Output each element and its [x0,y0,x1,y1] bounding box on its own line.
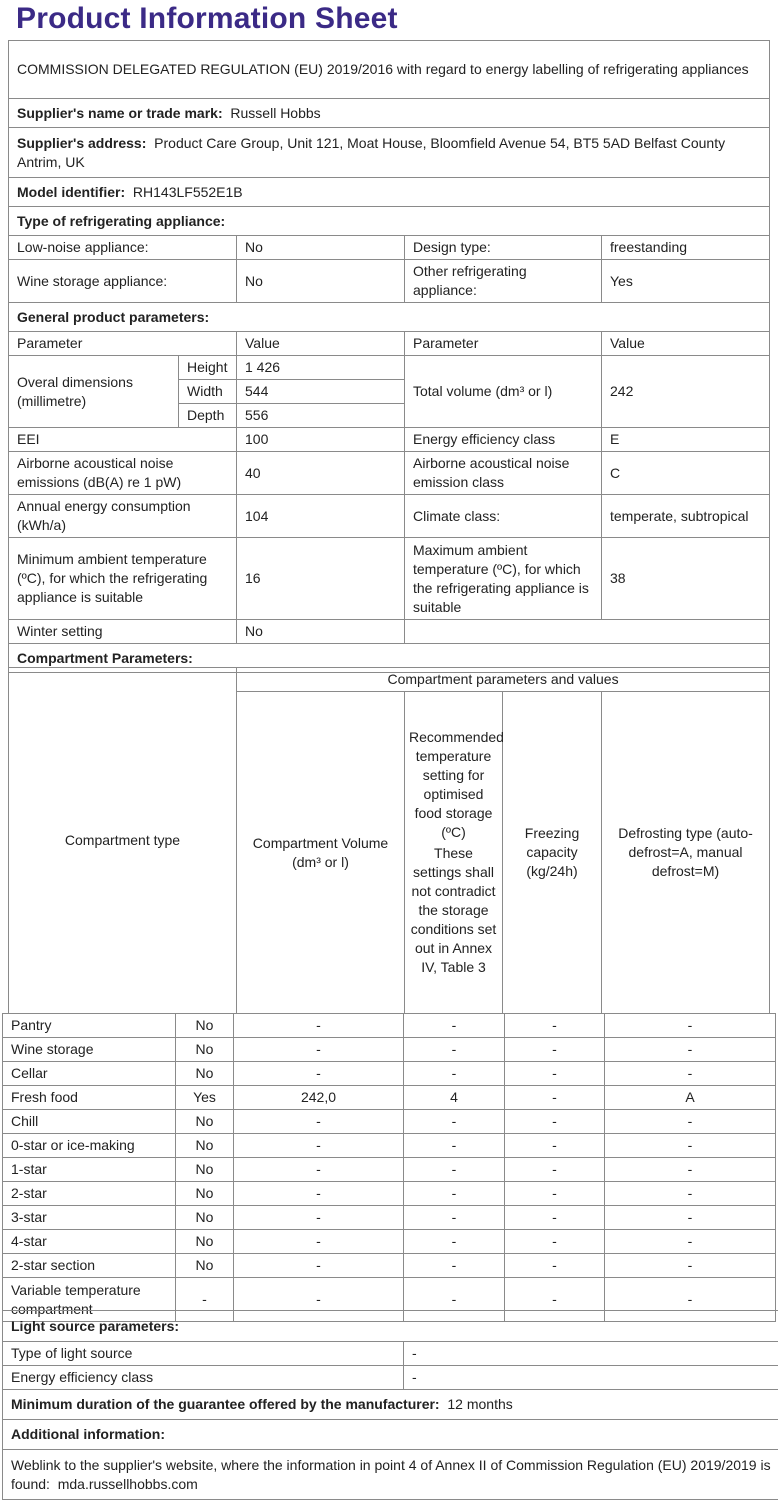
compartment-temp: - [404,1230,505,1254]
noise-class-value: C [602,452,770,495]
regulation-text: COMMISSION DELEGATED REGULATION (EU) 2019/2016 with regard to energy labelling of refrigerating appliances [9,41,770,99]
compartment-volume: - [234,1158,404,1182]
compartment-name: Fresh food [3,1086,176,1110]
compartment-temp: - [404,1038,505,1062]
guarantee-label: Minimum duration of the guarantee offered by the manufacturer: [11,1396,440,1412]
compartment-present: No [176,1134,234,1158]
address-value: Product Care Group, Unit 121, Moat House, Bloomfield Avenue 54, BT5 5AD Belfast County Antrim, UK [17,134,726,170]
compartment-freeze: - [505,1062,605,1086]
compartment-present: Yes [176,1086,234,1110]
volume-header: Compartment Volume (dm³ or l) [237,692,405,1014]
volume-label: Total volume (dm³ or l) [405,356,602,428]
compartment-present: No [176,1182,234,1206]
compartment-freeze: - [505,1278,605,1322]
light-class-label: Energy efficiency class [3,1366,404,1390]
compartment-defrost: - [605,1230,776,1254]
compartment-temp: - [404,1014,505,1038]
annual-value: 104 [237,495,405,538]
max-temp-label: Maximum ambient temperature (ºC), for which the refrigerating appliance is suitable [405,538,602,620]
compartment-row [3,1230,776,1254]
compartment-present: No [176,1206,234,1230]
compartment-name: Wine storage [3,1038,176,1062]
compartment-name: Pantry [3,1014,176,1038]
compartment-defrost: - [605,1278,776,1322]
additional-row [3,1450,778,1500]
low-noise-value: No [237,236,405,260]
compartment-freeze: - [505,1158,605,1182]
eclass-label: Energy efficiency class [405,428,602,452]
address-row [9,128,770,178]
compartment-row [3,1134,776,1158]
compartment-name: 2-star section [3,1254,176,1278]
supplier-row [9,99,770,128]
width-label: Width [179,380,237,404]
temp-header [405,692,503,1014]
compartment-name: Variable temperature compartment [3,1278,176,1322]
compartment-volume: - [234,1278,404,1322]
compartment-temp: - [404,1278,505,1322]
noise-value: 40 [237,452,405,495]
compartment-present: - [176,1278,234,1322]
winter-value: No [237,620,405,644]
wine-value: No [237,260,405,303]
value-header-2: Value [602,332,770,356]
light-heading: Light source parameters: [3,1311,778,1342]
design-label: Design type: [405,236,602,260]
compartment-row [3,1182,776,1206]
additional-heading: Additional information: [3,1420,778,1450]
compartment-freeze: - [505,1206,605,1230]
compartment-defrost: - [605,1254,776,1278]
dims-label: Overal dimensions (millimetre) [9,356,179,428]
climate-label: Climate class: [405,495,602,538]
compartment-volume: - [234,1134,404,1158]
page-title: Product Information Sheet [16,2,398,35]
eei-label: EEI [9,428,237,452]
compartment-name: Chill [3,1110,176,1134]
compartment-volume: - [234,1254,404,1278]
compartment-present: No [176,1110,234,1134]
depth-value: 556 [237,404,405,428]
compartment-name: 3-star [3,1206,176,1230]
light-type-label: Type of light source [3,1342,404,1366]
type-heading: Type of refrigerating appliance: [9,207,770,236]
min-temp-label: Minimum ambient temperature (ºC), for which the refrigerating appliance is suitable [9,538,237,620]
model-value: RH143LF552E1B [132,183,243,200]
compartment-volume: - [234,1062,404,1086]
noise-class-label: Airborne acoustical noise emission class [405,452,602,495]
compartment-present: No [176,1038,234,1062]
supplier-label: Supplier's name or trade mark: [17,104,223,121]
general-heading: General product parameters: [9,303,770,332]
compartment-defrost: - [605,1014,776,1038]
compartment-defrost: - [605,1062,776,1086]
other-label: Other refrigerating appliance: [405,260,602,303]
compartment-temp: 4 [404,1086,505,1110]
climate-value: temperate, subtropical [602,495,770,538]
supplier-value: Russell Hobbs [230,104,321,121]
height-value: 1 426 [237,356,405,380]
max-temp-value: 38 [602,538,770,620]
compartment-freeze: - [505,1134,605,1158]
compartment-row [3,1014,776,1038]
compartment-row [3,1206,776,1230]
defrost-header: Defrosting type (auto-defrost=A, manual defrost=M) [602,692,770,1014]
compartment-volume: - [234,1182,404,1206]
light-class-value: - [404,1366,778,1390]
compartment-row [3,1158,776,1182]
temp-header-a: Recommended temperature setting for optimised food storage (ºC) [409,729,504,840]
compartment-row [3,1038,776,1062]
value-header: Value [237,332,405,356]
eclass-value: E [602,428,770,452]
compartment-name: 0-star or ice-making [3,1134,176,1158]
compartment-type-header: Compartment type [9,668,237,1014]
compartment-present: No [176,1014,234,1038]
compartment-row [3,1062,776,1086]
compartment-row [3,1086,776,1110]
height-label: Height [179,356,237,380]
model-label: Model identifier: [17,183,126,200]
guarantee-value: 12 months [447,1396,513,1412]
param-header: Parameter [9,332,237,356]
compartment-present: No [176,1158,234,1182]
compartment-volume: - [234,1206,404,1230]
compartment-freeze: - [505,1014,605,1038]
compartment-freeze: - [505,1110,605,1134]
model-row [9,178,770,207]
annual-label: Annual energy consumption (kWh/a) [9,495,237,538]
compartment-name: 1-star [3,1158,176,1182]
compartment-temp: - [404,1254,505,1278]
width-value: 544 [237,380,405,404]
compartment-volume: 242,0 [234,1086,404,1110]
compartment-freeze: - [505,1254,605,1278]
info-table [8,40,770,673]
design-value: freestanding [602,236,770,260]
compartment-temp: - [404,1134,505,1158]
footer-table [2,1310,778,1500]
compartment-volume: - [234,1230,404,1254]
compartment-rows-table [2,1013,776,1322]
supplier-weblink[interactable]: mda.russellhobbs.com [57,1475,198,1492]
compartment-defrost: - [605,1158,776,1182]
compartment-freeze: - [505,1230,605,1254]
compartment-name: Cellar [3,1062,176,1086]
address-label: Supplier's address: [17,134,147,151]
other-value: Yes [602,260,770,303]
compartment-temp: - [404,1182,505,1206]
compartment-defrost: - [605,1182,776,1206]
low-noise-label: Low-noise appliance: [9,236,237,260]
depth-label: Depth [179,404,237,428]
compartment-name: 4-star [3,1230,176,1254]
noise-label: Airborne acoustical noise emissions (dB(A) re 1 pW) [9,452,237,495]
compartment-defrost: A [605,1086,776,1110]
compartment-freeze: - [505,1086,605,1110]
compartment-name: 2-star [3,1182,176,1206]
compartment-row [3,1254,776,1278]
compartment-volume: - [234,1038,404,1062]
compartment-header-table [8,667,770,1014]
compartment-present: No [176,1062,234,1086]
guarantee-row [3,1390,778,1420]
compartment-volume: - [234,1110,404,1134]
winter-label: Winter setting [9,620,237,644]
min-temp-value: 16 [237,538,405,620]
compartment-temp: - [404,1110,505,1134]
wine-label: Wine storage appliance: [9,260,237,303]
compartment-volume: - [234,1014,404,1038]
compartment-present: No [176,1254,234,1278]
compartment-defrost: - [605,1038,776,1062]
compartment-defrost: - [605,1206,776,1230]
compartment-freeze: - [505,1182,605,1206]
temp-header-b: These settings shall not contradict the storage conditions set out in Annex IV, Table 3 [410,845,497,975]
empty-cell [405,620,770,644]
compartment-heading: Compartment Parameters: [9,644,770,673]
eei-value: 100 [237,428,405,452]
compartment-defrost: - [605,1110,776,1134]
compartment-temp: - [404,1158,505,1182]
compartment-freeze: - [505,1038,605,1062]
light-type-value: - [404,1342,778,1366]
compartment-group-header: Compartment parameters and values [237,668,770,692]
compartment-temp: - [404,1206,505,1230]
compartment-present: No [176,1230,234,1254]
freeze-header: Freezing capacity (kg/24h) [503,692,602,1014]
compartment-temp: - [404,1062,505,1086]
compartment-defrost: - [605,1134,776,1158]
compartment-row [3,1110,776,1134]
param-header-2: Parameter [405,332,602,356]
additional-text: Weblink to the supplier's website, where the information in point 4 of Annex II of Commission Regulation (EU) 2019/2019 is found: [11,1456,771,1492]
volume-value: 242 [602,356,770,428]
